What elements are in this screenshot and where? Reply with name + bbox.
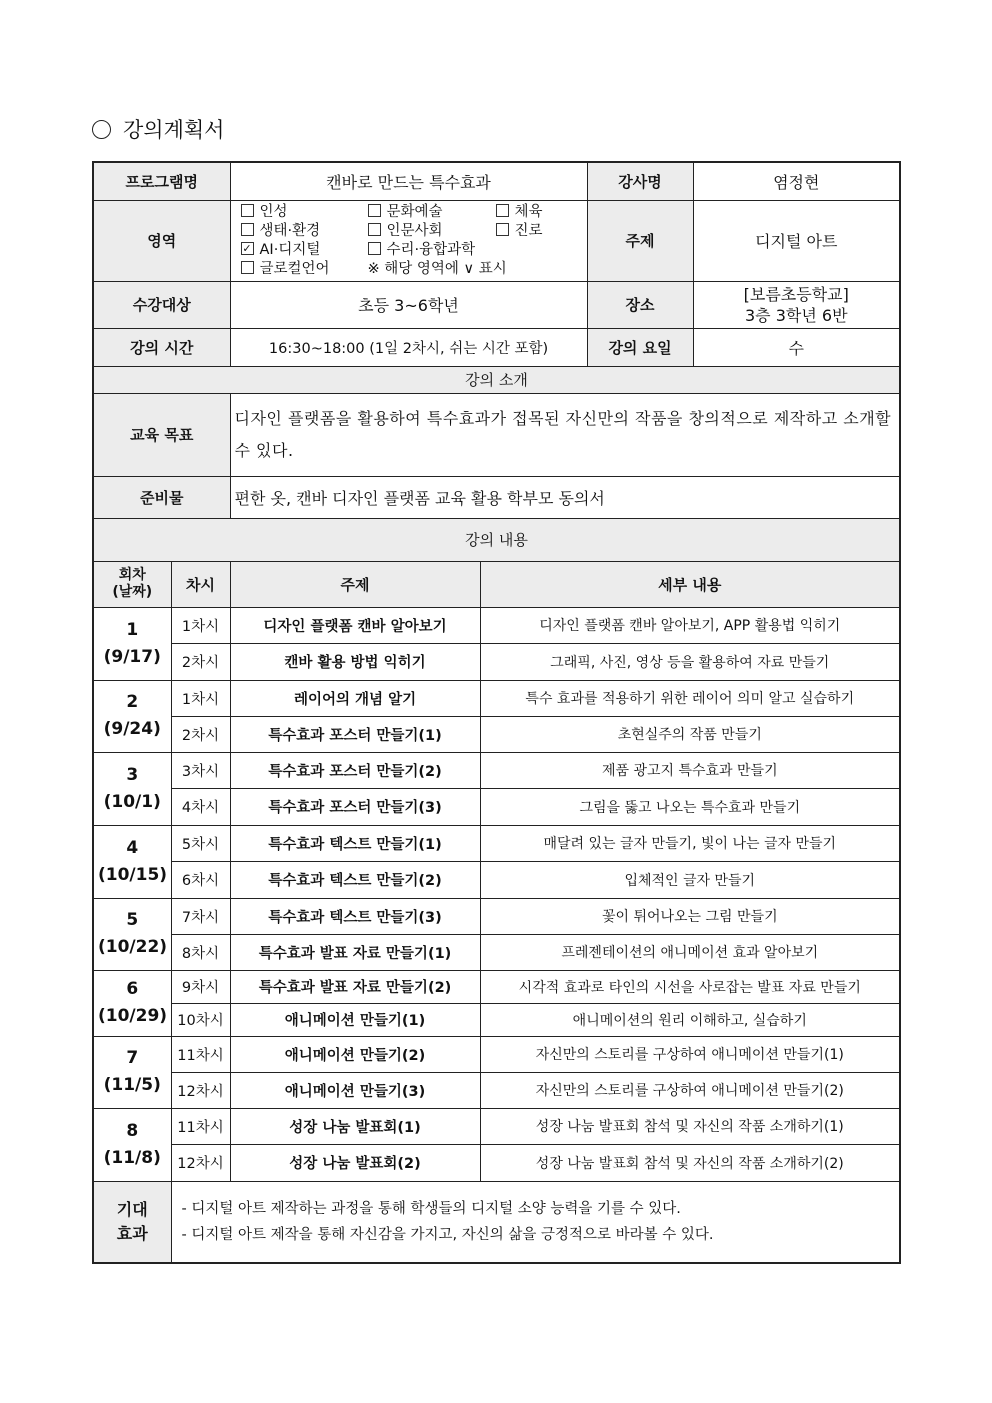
area-option-label: 인성 xyxy=(259,203,288,220)
session-date: (10/22) xyxy=(98,937,168,957)
session-date: (10/1) xyxy=(103,791,161,812)
detail-cell: 꽃이 튀어나오는 그림 만들기 xyxy=(480,898,900,934)
topic-cell: 애니메이션 만들기(3) xyxy=(230,1072,480,1108)
area-option[interactable] xyxy=(368,203,496,222)
table-row xyxy=(93,1072,900,1108)
session-number: 3 xyxy=(126,764,139,785)
document-title xyxy=(92,114,224,144)
session-number: 2 xyxy=(126,692,139,712)
area-option-label: 진로 xyxy=(514,222,543,239)
empty-checkbox-icon[interactable] xyxy=(241,223,254,236)
period-cell: 6차시 xyxy=(171,861,230,898)
detail-cell: 그림을 뚫고 나오는 특수효과 만들기 xyxy=(480,788,900,825)
empty-checkbox-icon[interactable] xyxy=(368,242,381,255)
effect-label-line-1: 기대 xyxy=(116,1199,148,1219)
goal-label: 교육 목표 xyxy=(93,393,230,476)
period-cell: 9차시 xyxy=(171,970,230,1003)
area-option[interactable] xyxy=(241,203,368,222)
topic-cell: 특수효과 텍스트 만들기(3) xyxy=(230,898,480,934)
day-value: 수 xyxy=(693,328,900,366)
empty-checkbox-icon[interactable] xyxy=(368,223,381,236)
area-option-label: 글로컬언어 xyxy=(259,260,330,277)
table-row xyxy=(93,1003,900,1036)
session-number: 4 xyxy=(126,837,139,858)
session-number: 6 xyxy=(126,979,139,999)
topic-cell: 특수효과 발표 자료 만들기(1) xyxy=(230,934,480,970)
topic-cell: 성장 나눔 발표회(1) xyxy=(230,1108,480,1144)
detail-cell: 성장 나눔 발표회 참석 및 자신의 작품 소개하기(1) xyxy=(480,1108,900,1144)
place-label: 장소 xyxy=(587,281,693,328)
session-number: 7 xyxy=(126,1048,139,1068)
empty-checkbox-icon[interactable] xyxy=(241,204,254,217)
area-options xyxy=(230,200,587,281)
session-cell xyxy=(93,898,171,970)
col-session-sub: (날짜) xyxy=(112,584,153,600)
topic-cell: 성장 나눔 발표회(2) xyxy=(230,1144,480,1181)
instructor-label: 강사명 xyxy=(587,162,693,200)
prep-value: 편한 옷, 캔바 디자인 플랫폼 교육 활용 학부모 동의서 xyxy=(230,476,900,518)
time-value: 16:30~18:00 (1일 2차시, 쉬는 시간 포함) xyxy=(230,328,587,366)
session-cell xyxy=(93,680,171,752)
area-option[interactable] xyxy=(241,241,368,260)
time-label: 강의 시간 xyxy=(93,328,230,366)
session-cell xyxy=(93,752,171,825)
detail-cell: 성장 나눔 발표회 참석 및 자신의 작품 소개하기(2) xyxy=(480,1144,900,1181)
detail-cell: 자신만의 스토리를 구상하여 애니메이션 만들기(2) xyxy=(480,1072,900,1108)
place-line-1: [보름초등학교] xyxy=(743,284,849,304)
topic-cell: 디자인 플랫폼 캔바 알아보기 xyxy=(230,607,480,643)
target-value: 초등 3~6학년 xyxy=(230,281,587,328)
detail-cell: 시각적 효과로 타인의 시선을 사로잡는 발표 자료 만들기 xyxy=(480,970,900,1003)
period-cell: 3차시 xyxy=(171,752,230,788)
session-date: (11/5) xyxy=(103,1075,161,1095)
topic-cell: 애니메이션 만들기(1) xyxy=(230,1003,480,1036)
area-option-label: AI·디지털 xyxy=(259,241,321,258)
session-date: (9/24) xyxy=(103,719,161,739)
area-option[interactable] xyxy=(496,203,556,222)
intro-section-title: 강의 소개 xyxy=(93,366,900,393)
area-option[interactable] xyxy=(241,260,368,279)
table-row xyxy=(93,680,900,716)
program-name-label: 프로그램명 xyxy=(93,162,230,200)
period-cell: 8차시 xyxy=(171,934,230,970)
detail-cell: 디자인 플랫폼 캔바 알아보기, APP 활용법 익히기 xyxy=(480,607,900,643)
content-section-title: 강의 내용 xyxy=(93,518,900,561)
detail-cell: 자신만의 스토리를 구상하여 애니메이션 만들기(1) xyxy=(480,1036,900,1072)
col-detail-header: 세부 내용 xyxy=(480,561,900,607)
table-row xyxy=(93,643,900,680)
effect-label xyxy=(93,1181,171,1263)
program-name-value: 캔바로 만드는 특수효과 xyxy=(230,162,587,200)
session-number: 8 xyxy=(126,1120,139,1141)
area-option[interactable] xyxy=(368,241,496,260)
period-cell: 2차시 xyxy=(171,643,230,680)
area-option[interactable] xyxy=(241,222,368,241)
period-cell: 11차시 xyxy=(171,1108,230,1144)
table-row xyxy=(93,934,900,970)
empty-checkbox-icon[interactable] xyxy=(496,223,509,236)
col-session-header xyxy=(93,561,171,607)
topic-cell: 특수효과 텍스트 만들기(1) xyxy=(230,825,480,861)
col-topic-header: 주제 xyxy=(230,561,480,607)
table-row xyxy=(93,825,900,861)
period-cell: 7차시 xyxy=(171,898,230,934)
period-cell: 11차시 xyxy=(171,1036,230,1072)
table-row xyxy=(93,861,900,898)
detail-cell: 매달려 있는 글자 만들기, 빛이 나는 글자 만들기 xyxy=(480,825,900,861)
prep-label: 준비물 xyxy=(93,476,230,518)
period-cell: 5차시 xyxy=(171,825,230,861)
period-cell: 4차시 xyxy=(171,788,230,825)
place-line-2: 3층 3학년 6반 xyxy=(745,305,848,325)
document-title-text: 강의계획서 xyxy=(123,118,225,142)
topic-cell: 특수효과 포스터 만들기(2) xyxy=(230,752,480,788)
lecture-plan-table xyxy=(92,161,901,1264)
period-cell: 12차시 xyxy=(171,1144,230,1181)
period-cell: 1차시 xyxy=(171,607,230,643)
area-option[interactable] xyxy=(496,222,556,241)
session-cell xyxy=(93,1036,171,1108)
session-date: (11/8) xyxy=(103,1147,161,1168)
topic-cell: 애니메이션 만들기(2) xyxy=(230,1036,480,1072)
day-label: 강의 요일 xyxy=(587,328,693,366)
session-cell xyxy=(93,825,171,898)
effect-item: - 디지털 아트 제작을 통해 자신감을 가지고, 자신의 삶을 긍정적으로 바라볼 수 있다. xyxy=(181,1226,714,1243)
area-option-label: 생태·환경 xyxy=(259,222,321,239)
period-cell: 10차시 xyxy=(171,1003,230,1036)
session-date: (9/17) xyxy=(103,646,161,667)
area-option[interactable] xyxy=(496,241,556,260)
detail-cell: 프레젠테이션의 애니메이션 효과 알아보기 xyxy=(480,934,900,970)
topic-cell: 특수효과 포스터 만들기(3) xyxy=(230,788,480,825)
session-date: (10/29) xyxy=(98,1006,168,1026)
area-option-label: 문화예술 xyxy=(386,203,443,220)
table-row xyxy=(93,1036,900,1072)
detail-cell: 초현실주의 작품 만들기 xyxy=(480,716,900,752)
session-number: 1 xyxy=(126,619,139,640)
area-note: ※ 해당 영역에 ∨ 표시 xyxy=(367,260,507,277)
detail-cell: 그래픽, 사진, 영상 등을 활용하여 자료 만들기 xyxy=(480,643,900,680)
table-row xyxy=(93,752,900,788)
effect-label-line-2: 효과 xyxy=(116,1223,148,1243)
effect-item: - 디지털 아트 제작하는 과정을 통해 학생들의 디지털 소양 능력을 기를 수 있다. xyxy=(181,1200,681,1217)
session-date: (10/15) xyxy=(98,864,168,885)
circle-bullet-icon xyxy=(92,120,111,139)
col-period-header: 차시 xyxy=(171,561,230,607)
table-row xyxy=(93,607,900,643)
session-number: 5 xyxy=(126,910,139,930)
theme-label: 주제 xyxy=(587,200,693,281)
area-option-label: 체육 xyxy=(514,203,543,220)
place-value xyxy=(693,281,900,328)
table-row xyxy=(93,716,900,752)
col-session-label: 회차 xyxy=(118,567,146,583)
table-row xyxy=(93,1108,900,1144)
period-cell: 1차시 xyxy=(171,680,230,716)
area-checkbox-grid xyxy=(233,203,585,279)
instructor-value: 염정현 xyxy=(693,162,900,200)
detail-cell: 입체적인 글자 만들기 xyxy=(480,861,900,898)
topic-cell: 특수효과 포스터 만들기(1) xyxy=(230,716,480,752)
session-cell xyxy=(93,607,171,680)
target-label: 수강대상 xyxy=(93,281,230,328)
empty-checkbox-icon[interactable] xyxy=(241,261,254,274)
checked-checkbox-icon[interactable] xyxy=(241,242,254,255)
table-row xyxy=(93,970,900,1003)
session-cell xyxy=(93,970,171,1036)
topic-cell: 특수효과 텍스트 만들기(2) xyxy=(230,861,480,898)
table-row xyxy=(93,788,900,825)
detail-cell: 애니메이션의 원리 이해하고, 실습하기 xyxy=(480,1003,900,1036)
table-row xyxy=(93,898,900,934)
goal-value: 디자인 플랫폼을 활용하여 특수효과가 접목된 자신만의 작품을 창의적으로 제작하고 소개할 수 있다. xyxy=(230,393,900,476)
theme-value: 디지털 아트 xyxy=(693,200,900,281)
table-row xyxy=(93,1144,900,1181)
empty-checkbox-icon[interactable] xyxy=(496,204,509,217)
detail-cell: 특수 효과를 적용하기 위한 레이어 의미 알고 실습하기 xyxy=(480,680,900,716)
topic-cell: 레이어의 개념 알기 xyxy=(230,680,480,716)
area-option[interactable] xyxy=(368,222,496,241)
area-option-label: 인문사회 xyxy=(386,222,443,239)
topic-cell: 특수효과 발표 자료 만들기(2) xyxy=(230,970,480,1003)
session-cell xyxy=(93,1108,171,1181)
detail-cell: 제품 광고지 특수효과 만들기 xyxy=(480,752,900,788)
area-option-label: 수리·융합과학 xyxy=(386,241,476,258)
area-label: 영역 xyxy=(93,200,230,281)
topic-cell: 캔바 활용 방법 익히기 xyxy=(230,643,480,680)
effect-value xyxy=(171,1181,900,1263)
empty-checkbox-icon[interactable] xyxy=(368,204,381,217)
period-cell: 2차시 xyxy=(171,716,230,752)
period-cell: 12차시 xyxy=(171,1072,230,1108)
